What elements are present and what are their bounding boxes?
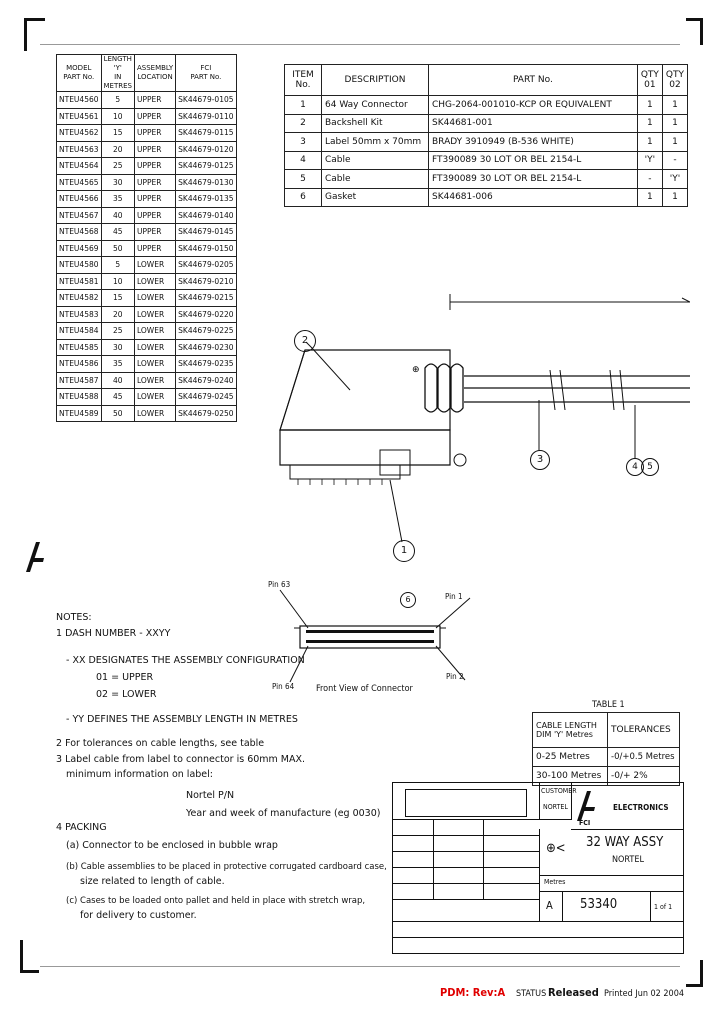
- callout-4: 4: [626, 458, 644, 476]
- parts-qty01-cell: 1: [637, 133, 662, 152]
- dash-row: [57, 323, 237, 340]
- parts-qty02-cell: 1: [662, 133, 687, 152]
- parts-item-cell: 6: [285, 188, 322, 207]
- dash-location-cell: UPPER: [134, 125, 175, 142]
- dash-model-cell: NTEU4566: [57, 191, 102, 208]
- dash-length-cell: 20: [101, 141, 134, 158]
- parts-row: [285, 151, 688, 170]
- dash-location-cell: UPPER: [134, 240, 175, 257]
- note-line: size related to length of cable.: [80, 876, 225, 887]
- dash-row: [57, 224, 237, 241]
- dash-model-cell: NTEU4560: [57, 92, 102, 109]
- drawing-title-line1: 32 WAY ASSY: [586, 835, 664, 850]
- dash-location-cell: LOWER: [134, 339, 175, 356]
- pin-label-1: Pin 1: [445, 592, 463, 601]
- tolerance-header-tol: TOLERANCES: [608, 713, 680, 748]
- dash-location-cell: LOWER: [134, 306, 175, 323]
- note-line: 2 For tolerances on cable lengths, see table: [56, 738, 265, 749]
- parts-qty02-cell: 1: [662, 188, 687, 207]
- dash-location-cell: LOWER: [134, 372, 175, 389]
- dash-row: [57, 125, 237, 142]
- note-line: for delivery to customer.: [80, 910, 197, 921]
- dash-row: [57, 339, 237, 356]
- pin-label-63: Pin 63: [268, 580, 291, 589]
- callout-2: 2: [294, 330, 316, 352]
- dash-model-cell: NTEU4589: [57, 405, 102, 422]
- dash-fci-cell: SK44679-0140: [176, 207, 236, 224]
- dash-fci-cell: SK44679-0145: [176, 224, 236, 241]
- company-logo: [571, 783, 683, 830]
- customer-name: NORTEL: [543, 803, 568, 811]
- dash-length-cell: 30: [101, 339, 134, 356]
- corner-mark-top-right: [686, 18, 703, 45]
- note-line: 01 = UPPER: [96, 672, 154, 683]
- parts-number-cell: FT390089 30 LOT OR BEL 2154-L: [429, 151, 638, 170]
- dash-row: [57, 306, 237, 323]
- dash-row: [57, 405, 237, 422]
- parts-qty01-cell: 'Y': [637, 151, 662, 170]
- dash-fci-cell: SK44679-0105: [176, 92, 236, 109]
- parts-header-part-no: PART No.: [429, 65, 638, 96]
- parts-row: [285, 188, 688, 207]
- pin-label-2: Pin 2: [446, 672, 464, 681]
- status-value: Released: [548, 986, 599, 999]
- parts-qty01-cell: 1: [637, 114, 662, 133]
- dash-model-cell: NTEU4569: [57, 240, 102, 257]
- dash-row: [57, 174, 237, 191]
- notes-heading: NOTES:: [56, 612, 92, 623]
- dash-row: [57, 92, 237, 109]
- dash-location-cell: UPPER: [134, 158, 175, 175]
- parts-header-description: DESCRIPTION: [322, 65, 429, 96]
- dash-model-cell: NTEU4588: [57, 389, 102, 406]
- dash-row: [57, 158, 237, 175]
- note-line: 02 = LOWER: [96, 689, 157, 700]
- tolerance-row-range: 0-25 Metres: [533, 748, 608, 767]
- tolerance-table: [532, 712, 680, 786]
- dash-location-cell: LOWER: [134, 405, 175, 422]
- tolerance-row-value: -0/+0.5 Metres: [608, 748, 680, 767]
- dash-fci-cell: SK44679-0210: [176, 273, 236, 290]
- drawing-number: 53340: [580, 897, 618, 912]
- dash-fci-cell: SK44679-0220: [176, 306, 236, 323]
- status-label: STATUS: [516, 989, 547, 999]
- dash-row: [57, 240, 237, 257]
- parts-row: [285, 170, 688, 189]
- dash-fci-cell: SK44679-0240: [176, 372, 236, 389]
- customer-label: CUSTOMER: [541, 787, 577, 795]
- parts-qty02-cell: 1: [662, 96, 687, 115]
- parts-header-item: ITEM No.: [285, 65, 322, 96]
- sheet-count: 1 of 1: [654, 903, 673, 911]
- corner-mark-bottom-right: [686, 960, 703, 987]
- parts-description-cell: Label 50mm x 70mm: [322, 133, 429, 152]
- parts-item-cell: 3: [285, 133, 322, 152]
- dash-length-cell: 15: [101, 290, 134, 307]
- dash-row: [57, 191, 237, 208]
- parts-description-cell: 64 Way Connector: [322, 96, 429, 115]
- pdm-revision: PDM: Rev:A: [440, 986, 506, 999]
- dash-model-cell: NTEU4584: [57, 323, 102, 340]
- parts-header-qty-02: QTY 02: [662, 65, 687, 96]
- connector-drawing: [250, 280, 690, 700]
- dash-length-cell: 5: [101, 257, 134, 274]
- dash-length-cell: 35: [101, 356, 134, 373]
- dash-length-cell: 45: [101, 224, 134, 241]
- parts-description-cell: Cable: [322, 151, 429, 170]
- callout-6: 6: [400, 592, 416, 608]
- parts-row: [285, 96, 688, 115]
- dash-length-cell: 45: [101, 389, 134, 406]
- dash-header-fci: FCI PART No.: [176, 55, 236, 92]
- dash-number-table: [56, 54, 237, 422]
- dash-length-cell: 50: [101, 405, 134, 422]
- callout-3: 3: [530, 450, 550, 470]
- note-line: (a) Connector to be enclosed in bubble wrap: [66, 840, 278, 851]
- dash-fci-cell: SK44679-0110: [176, 108, 236, 125]
- dash-location-cell: UPPER: [134, 191, 175, 208]
- corner-mark-bottom-left: [20, 940, 39, 973]
- dash-location-cell: LOWER: [134, 273, 175, 290]
- dash-length-cell: 10: [101, 108, 134, 125]
- dash-location-cell: LOWER: [134, 290, 175, 307]
- dash-row: [57, 356, 237, 373]
- dash-fci-cell: SK44679-0225: [176, 323, 236, 340]
- dash-location-cell: UPPER: [134, 207, 175, 224]
- parts-row: [285, 133, 688, 152]
- dash-model-cell: NTEU4583: [57, 306, 102, 323]
- drawing-title-line2: NORTEL: [612, 855, 644, 865]
- dash-model-cell: NTEU4582: [57, 290, 102, 307]
- parts-number-cell: BRADY 3910949 (B-536 WHITE): [429, 133, 638, 152]
- dash-location-cell: UPPER: [134, 92, 175, 109]
- note-line: 3 Label cable from label to connector is 60mm MAX.: [56, 754, 306, 765]
- dash-fci-cell: SK44679-0250: [176, 405, 236, 422]
- parts-item-cell: 1: [285, 96, 322, 115]
- dash-row: [57, 273, 237, 290]
- dash-fci-cell: SK44679-0135: [176, 191, 236, 208]
- parts-row: [285, 114, 688, 133]
- dash-header-length: LENGTH 'Y' IN METRES: [101, 55, 134, 92]
- dash-model-cell: NTEU4587: [57, 372, 102, 389]
- note-line: 1 DASH NUMBER - XXYY: [56, 628, 171, 639]
- dash-length-cell: 40: [101, 372, 134, 389]
- parts-number-cell: SK44681-006: [429, 188, 638, 207]
- dash-row: [57, 108, 237, 125]
- svg-text:⊕: ⊕: [412, 365, 420, 375]
- parts-qty01-cell: -: [637, 170, 662, 189]
- dash-length-cell: 20: [101, 306, 134, 323]
- dash-fci-cell: SK44679-0130: [176, 174, 236, 191]
- border-rule-bottom: [40, 966, 680, 967]
- dash-length-cell: 35: [101, 191, 134, 208]
- pin-label-64: Pin 64: [272, 682, 295, 691]
- printed-date: Printed Jun 02 2004: [604, 989, 684, 999]
- dash-model-cell: NTEU4580: [57, 257, 102, 274]
- dash-fci-cell: SK44679-0230: [176, 339, 236, 356]
- dash-model-cell: NTEU4561: [57, 108, 102, 125]
- dash-model-cell: NTEU4562: [57, 125, 102, 142]
- parts-description-cell: Backshell Kit: [322, 114, 429, 133]
- dash-location-cell: LOWER: [134, 257, 175, 274]
- corner-mark-top-left: [24, 18, 45, 51]
- parts-qty01-cell: 1: [637, 96, 662, 115]
- callout-1: 1: [393, 540, 415, 562]
- parts-number-cell: SK44681-001: [429, 114, 638, 133]
- fci-logo-side: [24, 540, 46, 574]
- dash-location-cell: UPPER: [134, 224, 175, 241]
- parts-qty02-cell: -: [662, 151, 687, 170]
- dash-location-cell: UPPER: [134, 141, 175, 158]
- dash-fci-cell: SK44679-0115: [176, 125, 236, 142]
- dash-fci-cell: SK44679-0235: [176, 356, 236, 373]
- dash-length-cell: 25: [101, 158, 134, 175]
- parts-number-cell: CHG-2064-001010-KCP OR EQUIVALENT: [429, 96, 638, 115]
- dash-model-cell: NTEU4565: [57, 174, 102, 191]
- dash-location-cell: LOWER: [134, 356, 175, 373]
- dash-fci-cell: SK44679-0205: [176, 257, 236, 274]
- parts-description-cell: Cable: [322, 170, 429, 189]
- parts-item-cell: 2: [285, 114, 322, 133]
- dash-row: [57, 141, 237, 158]
- dash-row: [57, 290, 237, 307]
- dash-model-cell: NTEU4586: [57, 356, 102, 373]
- parts-list-table: [284, 64, 688, 207]
- dash-header-location: ASSEMBLY LOCATION: [134, 55, 175, 92]
- dash-fci-cell: SK44679-0120: [176, 141, 236, 158]
- parts-number-cell: FT390089 30 LOT OR BEL 2154-L: [429, 170, 638, 189]
- dash-model-cell: NTEU4568: [57, 224, 102, 241]
- dash-row: [57, 257, 237, 274]
- projection-symbol: ⊕<: [546, 841, 566, 856]
- dash-location-cell: LOWER: [134, 389, 175, 406]
- company-name: ELECTRONICS: [613, 803, 669, 812]
- callout-5: 5: [641, 458, 659, 476]
- dash-location-cell: UPPER: [134, 108, 175, 125]
- tolerance-row-value: -0/+ 2%: [608, 767, 680, 786]
- note-line: Nortel P/N: [186, 790, 235, 801]
- units-value: Metres: [544, 878, 566, 886]
- note-line: (c) Cases to be loaded onto pallet and held in place with stretch wrap,: [66, 896, 366, 906]
- parts-header-qty-01: QTY 01: [637, 65, 662, 96]
- parts-qty02-cell: 'Y': [662, 170, 687, 189]
- title-block: [392, 782, 684, 954]
- dash-fci-cell: SK44679-0245: [176, 389, 236, 406]
- parts-qty02-cell: 1: [662, 114, 687, 133]
- parts-qty01-cell: 1: [637, 188, 662, 207]
- parts-item-cell: 5: [285, 170, 322, 189]
- dash-row: [57, 207, 237, 224]
- dash-row: [57, 372, 237, 389]
- border-rule-top: [40, 44, 680, 45]
- dash-fci-cell: SK44679-0215: [176, 290, 236, 307]
- dash-length-cell: 5: [101, 92, 134, 109]
- dash-model-cell: NTEU4581: [57, 273, 102, 290]
- front-view-caption: Front View of Connector: [316, 684, 413, 694]
- dash-model-cell: NTEU4585: [57, 339, 102, 356]
- parts-item-cell: 4: [285, 151, 322, 170]
- dash-fci-cell: SK44679-0125: [176, 158, 236, 175]
- dash-location-cell: LOWER: [134, 323, 175, 340]
- tolerance-table-title: TABLE 1: [592, 700, 625, 710]
- note-line: - YY DEFINES THE ASSEMBLY LENGTH IN METRES: [66, 714, 298, 725]
- dash-length-cell: 50: [101, 240, 134, 257]
- note-line: - XX DESIGNATES THE ASSEMBLY CONFIGURATION: [66, 655, 305, 666]
- company-logo-text: FCI: [579, 819, 591, 827]
- dash-model-cell: NTEU4564: [57, 158, 102, 175]
- dash-length-cell: 25: [101, 323, 134, 340]
- note-line: minimum information on label:: [66, 769, 213, 780]
- parts-description-cell: Gasket: [322, 188, 429, 207]
- dash-row: [57, 389, 237, 406]
- note-line: (b) Cable assemblies to be placed in protective corrugated cardboard case,: [66, 862, 387, 872]
- dash-length-cell: 30: [101, 174, 134, 191]
- dash-header-model: MODEL PART No.: [57, 55, 102, 92]
- tolerance-header-length: CABLE LENGTH DIM 'Y' Metres: [533, 713, 608, 748]
- note-line: 4 PACKING: [56, 822, 107, 833]
- dash-length-cell: 15: [101, 125, 134, 142]
- dash-model-cell: NTEU4563: [57, 141, 102, 158]
- dash-location-cell: UPPER: [134, 174, 175, 191]
- dash-length-cell: 40: [101, 207, 134, 224]
- dash-fci-cell: SK44679-0150: [176, 240, 236, 257]
- note-line: Year and week of manufacture (eg 0030): [186, 808, 381, 819]
- tolerance-row-range: 30-100 Metres: [533, 767, 608, 786]
- sheet-size: A: [546, 899, 553, 912]
- dash-length-cell: 10: [101, 273, 134, 290]
- dash-model-cell: NTEU4567: [57, 207, 102, 224]
